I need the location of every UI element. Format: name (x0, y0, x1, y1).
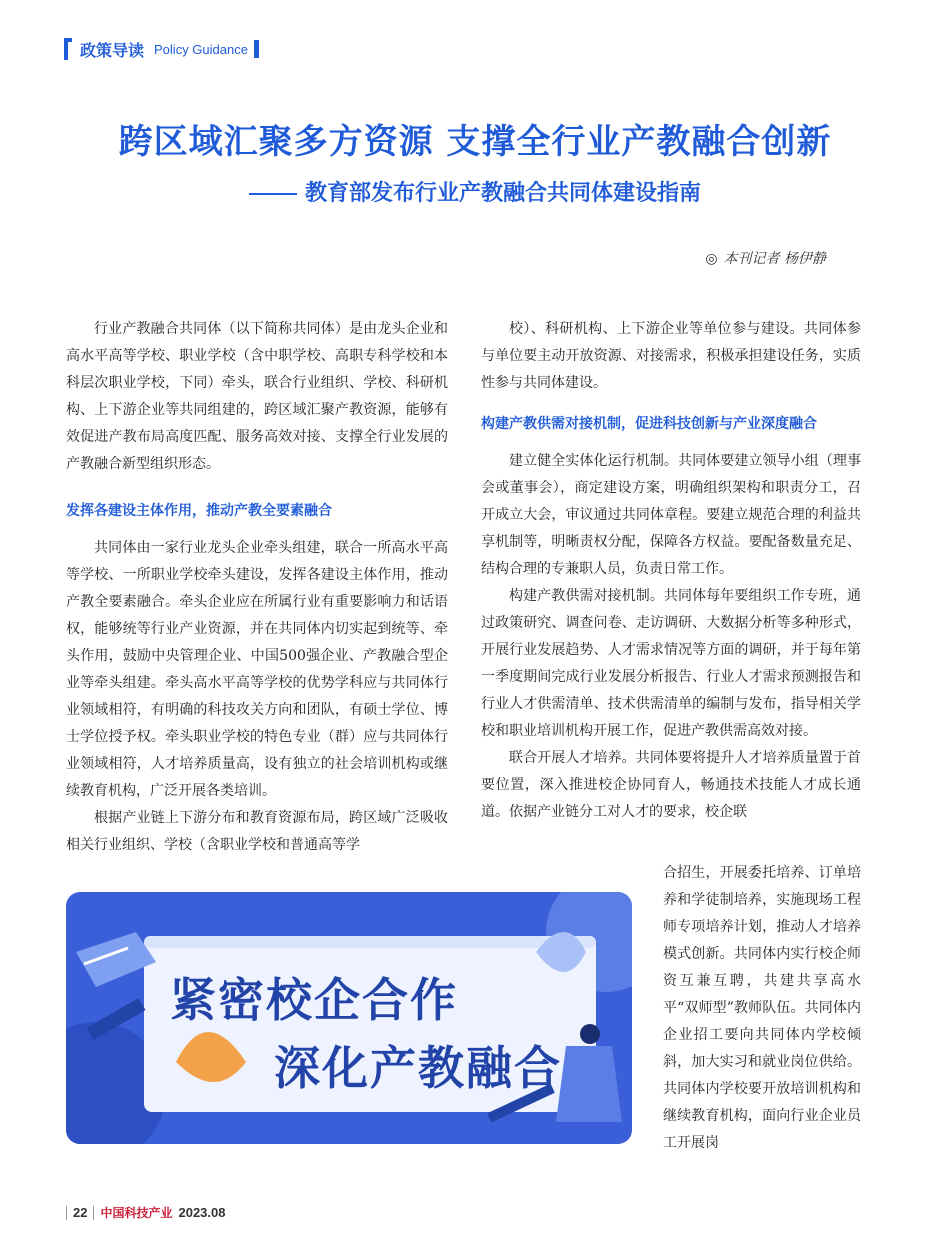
article-title: 跨区域汇聚多方资源 支撑全行业产教融合创新 (118, 122, 832, 162)
byline (705, 248, 826, 268)
section-heading: 构建产教供需对接机制，促进科技创新与产业深度融合 (481, 416, 817, 432)
page-number: 22 (73, 1205, 88, 1220)
corner-bracket-icon (64, 38, 72, 60)
left-column (66, 316, 448, 859)
paragraph: 联合开展人才培养。共同体要将提升人才培养质量置于首要位置，深入推进校企协同育人，畅通技术技能人才成长通道。依据产业链分工对人才的要求，校企联 (481, 750, 861, 820)
paragraph: 根据产业链上下游分布和教育资源布局，跨区域广泛吸收相关行业组织、学校（含职业学校和普通高等学 (66, 810, 448, 853)
magazine-name: 中国科技产业 (100, 1206, 173, 1220)
section-bar-icon (254, 40, 259, 58)
paragraph: 校）、科研机构、上下游企业等单位参与建设。共同体参与单位要主动开放资源、对接需求，积极承担建设任务，实质性参与共同体建设。 (481, 321, 861, 391)
footer-divider (93, 1206, 94, 1220)
paragraph: 行业产教融合共同体（以下简称共同体）是由龙头企业和高水平高等学校、职业学校（含中职学校、高职专科学校和本科层次职业学校，下同）牵头，联合行业组织、学校、科研机构、上下游企业等共同组建的，跨区域汇聚产教资源，能够有效促进产教布局高度匹配、服务高效对接、支撑全行业发展的产教融合新型组织形态。 (66, 321, 448, 472)
paragraph: 构建产教供需对接机制。共同体每年要组织工作专班，通过政策研究、调查问卷、走访调研、大数据分析等多种形式，开展行业发展趋势、人才需求情况等方面的调研，并于每年第一季度期间完成行业发展分析报告、行业人才需求预测报告和行业人才供需清单、技术供需清单的编制与发布，指导相关学校和职业培训机构开展工作，促进产教供需高效对接。 (481, 588, 861, 739)
byline-mark: ◎ (705, 251, 718, 267)
section-name-cn: 政策导读 (80, 40, 145, 60)
paragraph: 建立健全实体化运行机制。共同体要建立领导小组（理事会或董事会），商定建设方案，明确组织架构和职责分工，召开成立大会，审议通过共同体章程。要建立规范合理的利益共享机制等，明晰责权分配，保障各方权益。要配备数量充足、结构合理的专兼职人员，负责日常工作。 (481, 453, 861, 577)
paragraph: 共同体由一家行业龙头企业牵头组建，联合一所高水平高等学校、一所职业学校牵头建设，发挥各建设主体作用，推动产教全要素融合。牵头企业应在所属行业有重要影响力和话语权，能够统等行业产业资源，并在共同体内切实起到统等、牵头作用，鼓励中央管理企业、中国500强企业、产教融合型企业等牵头组建。牵头高水平高等学校的优势学科应与共同体行业领域相符，有明确的科技攻关方向和团队，有硕士学位、博士学位授予权。牵头职业学校的特色专业（群）应与共同体行业领域相符，人才培养质量高，设有独立的社会培训机构或继续教育机构，广泛开展各类培训。 (66, 540, 448, 799)
issue-number: 2023.08 (178, 1205, 226, 1220)
right-column (481, 316, 861, 826)
illustration-caption-line1: 紧密校企合作 (170, 973, 458, 1027)
right-column-continued (663, 860, 861, 1157)
illustration-caption-line2: 深化产教融合 (274, 1041, 562, 1095)
section-heading: 发挥各建设主体作用，推动产教全要素融合 (66, 503, 332, 519)
byline-text: 本刊记者 杨伊静 (723, 251, 826, 267)
article-subtitle (0, 176, 950, 207)
paragraph: 合招生，开展委托培养、订单培养和学徒制培养，实施现场工程师专项培养计划，推动人才培养模式创新。共同体内实行校企师资互兼互聘，共建共享高水平“双师型”教师队伍。共同体内企业招工要向共同体内学校倾斜，加大实习和就业岗位供给。共同体内学校要开放培训机构和继续教育机构，面向行业企业员工开展岗 (663, 865, 861, 1151)
section-tag (64, 36, 259, 62)
article-subtitle-text: 教育部发布行业产教融合共同体建设指南 (304, 181, 701, 206)
section-name-en: Policy Guidance (154, 41, 248, 57)
page-footer (66, 1204, 225, 1221)
footer-divider (66, 1206, 67, 1220)
dash-line-icon (249, 193, 297, 195)
illustration (66, 892, 632, 1144)
